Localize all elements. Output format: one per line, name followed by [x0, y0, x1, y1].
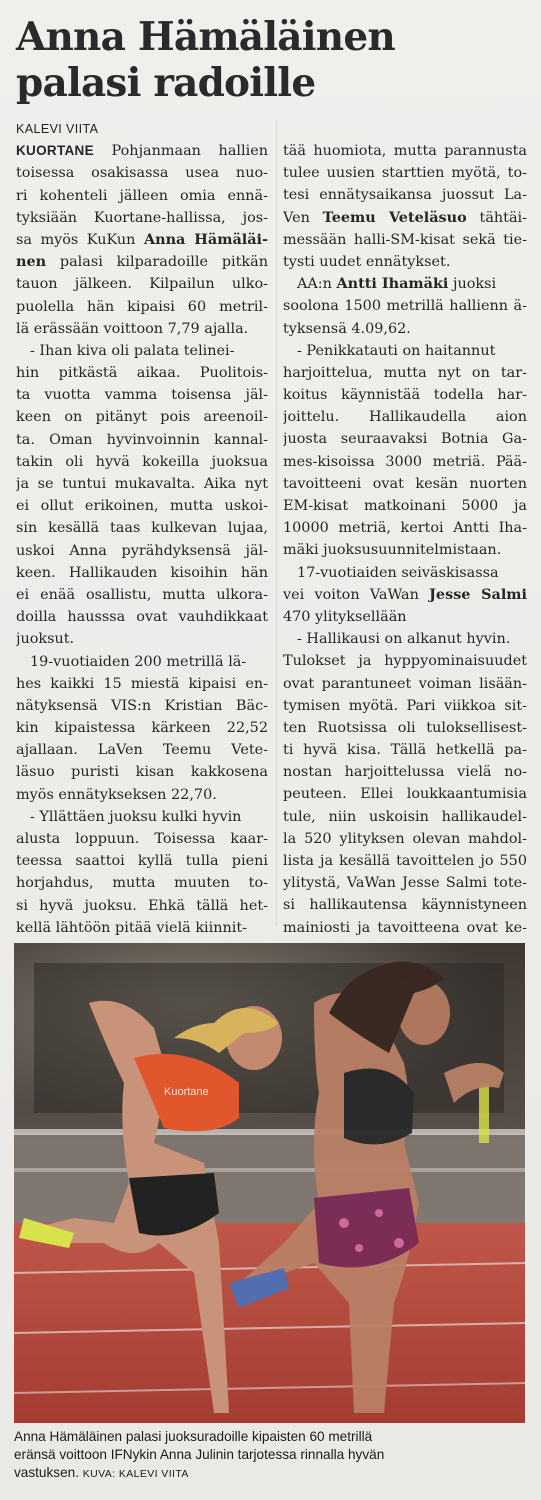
text-segment: uskoi Anna pyrähdyksensä jäl-: [16, 542, 268, 559]
text-segment: si hyvä juoksu. Ehkä tällä het-: [16, 897, 268, 914]
text-segment: tää huomiota, mutta parannusta: [283, 143, 527, 159]
text-segment: Tulokset ja hyppyominaisuudet: [283, 653, 527, 670]
text-segment: ja se tuntui mukavalta. Aika nyt: [16, 476, 268, 492]
text-line: [283, 850, 527, 872]
text-segment: tule, niin uskoisin hallikaudel-: [283, 808, 527, 825]
text-segment: toisessa osakisassa usea nuo-: [16, 165, 268, 182]
text-line: [16, 895, 268, 917]
text-segment: ei ollut erikoinen, mutta uskoi-: [16, 498, 268, 515]
text-segment: - Hallikausi on alkanut hyvin.: [297, 631, 511, 648]
caption-line-1: Anna Hämäläinen palasi juoksuradoille kipaisten 60 metrillä: [14, 1429, 373, 1444]
text-line: [16, 517, 268, 539]
text-line: [283, 739, 527, 761]
text-segment: tymisen myötä. Pari viikkoa sit-: [283, 697, 527, 714]
text-segment: soolona 1500 metrillä hallienn ä-: [283, 298, 527, 315]
text-line: [283, 184, 527, 206]
text-segment: tähtäi-: [466, 209, 527, 226]
text-line: [283, 539, 527, 561]
photo-caption: [14, 1428, 528, 1483]
person-name: nen: [16, 253, 47, 271]
text-line: [283, 162, 527, 184]
text-line: [16, 185, 268, 207]
text-segment: lista ja kesällä tavoittelen jo 550: [283, 853, 527, 869]
text-segment: nätyksensä VIS:n Kristian Bäc-: [16, 697, 268, 714]
text-segment: Pohjanmaan hallien: [111, 143, 268, 160]
text-line: [16, 318, 268, 340]
text-line: [16, 473, 268, 495]
text-line: [16, 495, 268, 517]
text-segment: hes kaikki 15 miestä kipaisi en-: [16, 675, 268, 692]
text-line: [16, 384, 268, 406]
text-segment: tyksiään Kuortane-hallissa, jos-: [16, 209, 268, 226]
text-segment: tyksensä 4.09,62.: [283, 320, 411, 337]
text-line: [16, 761, 268, 783]
text-line: [283, 517, 527, 539]
article-column-right: [283, 140, 527, 961]
text-line: [283, 495, 527, 517]
text-segment: AA:n: [297, 276, 337, 293]
text-segment: ei enää osallistu, mutta ulkora-: [16, 586, 268, 603]
article-column-left: [16, 118, 268, 939]
text-segment: - Yllättäen juoksu kulki hyvin: [30, 808, 242, 825]
text-segment: hin pitkästä aikaa. Puolitois-: [16, 365, 268, 382]
text-line: [16, 162, 268, 184]
text-line: [16, 695, 268, 717]
sprinters-photo: [14, 943, 525, 1423]
text-segment: mäki juoksusuunnitelmistaan.: [283, 542, 502, 559]
text-line: [283, 650, 527, 672]
photo-credit: KUVA: KALEVI VIITA: [82, 1468, 189, 1480]
text-line: [283, 761, 527, 783]
text-segment: ovat parantuneet voiman lisään-: [283, 675, 527, 692]
text-line: [283, 606, 527, 628]
text-segment: ylitystä, VaWan Jesse Salmi tote-: [283, 875, 527, 892]
text-segment: keen. Hallikauden kisoihin hän: [16, 564, 268, 581]
text-line: [16, 828, 268, 850]
text-line: [283, 362, 527, 384]
text-line: [283, 872, 527, 894]
text-line: [283, 229, 527, 251]
text-segment: vei voiton VaWan: [283, 586, 430, 603]
text-line: [283, 894, 527, 916]
caption-line-3: [14, 1464, 528, 1483]
column-divider: [276, 120, 277, 926]
text-segment: myös ennätykseksen 22,70.: [16, 786, 217, 803]
caption-line-2: eränsä voittoon IFNykin Anna Julinin tarjotessa rinnalla hyvän: [14, 1447, 385, 1462]
article-photo: [14, 943, 525, 1423]
text-segment: mainiosti ja tavoitteena ovat ke-: [283, 919, 527, 936]
text-line: [16, 850, 268, 872]
text-line: [283, 295, 527, 317]
text-segment: tysti uudet ennätykset.: [283, 253, 451, 270]
text-segment: peuteen. Ellei loukkaantumisia: [283, 786, 527, 803]
text-segment: la 520 ylityksen olevan mahdol-: [283, 830, 527, 847]
byline: KALEVI VIITA: [16, 122, 99, 136]
text-line: [283, 673, 527, 695]
text-segment: koitus käynnistää todella har-: [283, 387, 527, 404]
text-line: [16, 717, 268, 739]
text-line: [16, 229, 268, 251]
text-segment: horjahdus, mutta muuten to-: [16, 875, 268, 892]
text-line: [283, 251, 527, 273]
text-segment: juosta seuraavaksi Botnia Ga-: [283, 431, 527, 448]
text-segment: juoksut.: [16, 631, 75, 648]
text-segment: teessa saattoi kyllä tulla pieni: [16, 853, 268, 870]
text-segment: puolella hän kipaisi 60 metril-: [16, 298, 268, 315]
text-segment: sa myös KuKun: [16, 231, 144, 248]
text-line: [16, 429, 268, 451]
text-segment: kin kipaistessa kärkeen 22,52: [16, 720, 268, 737]
text-segment: lä erässään voittoon 7,79 ajalla.: [16, 320, 249, 337]
text-segment: mes-kisoissa 3000 metriä. Pää-: [283, 453, 527, 470]
text-line: [16, 296, 268, 318]
text-segment: si hallikautensa käynnistyneen: [283, 897, 527, 914]
text-segment: ri kohenteli jälleen omia ennä-: [16, 187, 268, 204]
text-segment: ti hyvä kisa. Tällä hetkellä pa-: [283, 742, 527, 759]
text-line: [283, 806, 527, 828]
text-segment: palasi kilparadoille pitkän: [46, 254, 268, 271]
text-segment: - Penikkatauti on haitannut: [297, 342, 496, 359]
text-line: [16, 784, 268, 806]
text-segment: Ven: [283, 209, 323, 226]
text-segment: 19-vuotiaiden 200 metrillä lä-: [30, 653, 247, 670]
person-name: Anna Hämäläi-: [143, 230, 268, 248]
text-segment: alusta loppuun. Toisessa kaar-: [16, 831, 268, 847]
text-segment: harjoittelua, mutta nyt on tar-: [283, 364, 527, 381]
text-segment: tulee uusien starttien myötä, to-: [283, 165, 527, 182]
text-line: [16, 739, 268, 761]
text-line: [283, 584, 527, 606]
text-line: [283, 273, 527, 295]
text-segment: 470 ylityksellään: [283, 608, 407, 625]
text-segment: keen on pitänyt pois areenoil-: [16, 409, 268, 426]
text-segment: joittelu. Hallikaudella aion: [283, 409, 527, 426]
text-segment: ta vuotta vamma toisensa jäl-: [16, 387, 268, 404]
text-segment: doilla hausssa ovat vauhdikkaat: [16, 609, 268, 626]
text-line: [283, 695, 527, 717]
text-line: [283, 384, 527, 406]
text-segment: ajallaan. LaVen Teemu Vete-: [16, 742, 268, 759]
text-line: [16, 207, 268, 229]
text-line: [16, 584, 268, 606]
person-name: Jesse Salmi: [429, 585, 527, 603]
text-line: [16, 140, 268, 162]
shirt-text: Kuortane: [164, 1086, 209, 1098]
text-segment: messään halli-SM-kisat sekä tie-: [283, 231, 527, 248]
headline-line-1: Anna Hämäläinen: [16, 14, 395, 60]
text-segment: juoksi: [448, 276, 497, 293]
text-line: [283, 628, 527, 650]
text-line: [16, 340, 268, 362]
text-line: [16, 562, 268, 584]
text-line: [283, 717, 527, 739]
text-segment: 17-vuotiaiden seiväskisassa: [297, 564, 499, 581]
text-line: [16, 628, 268, 650]
text-segment: tavoitteeni ovat kesän nuorten: [283, 475, 527, 492]
text-segment: läsuo puristi kisan kakkosena: [16, 764, 268, 781]
text-line: [283, 406, 527, 428]
text-line: [16, 651, 268, 673]
headline: [16, 14, 516, 106]
text-segment: kellä lähtöön pitää vielä kiinnit-: [16, 919, 248, 936]
byline-line: [16, 118, 268, 140]
text-line: [16, 606, 268, 628]
text-segment: EM-kisat matkoinani 5000 ja: [283, 498, 527, 514]
text-line: [16, 673, 268, 695]
headline-line-2: palasi radoille: [16, 60, 316, 106]
text-line: [16, 806, 268, 828]
text-line: [283, 917, 527, 939]
text-line: [283, 207, 527, 229]
text-line: [16, 273, 268, 295]
person-name: Teemu Veteläsuo: [322, 208, 467, 226]
text-line: [16, 406, 268, 428]
text-line: [16, 251, 268, 273]
text-line: [283, 318, 527, 340]
text-line: [283, 783, 527, 805]
dateline: KUORTANE: [16, 143, 94, 159]
text-line: [16, 540, 268, 562]
text-segment: takin oli hyvä kokeilla juoksua: [16, 453, 268, 470]
text-line: [283, 340, 527, 362]
railing: [14, 1133, 525, 1228]
text-line: [16, 872, 268, 894]
text-line: [283, 451, 527, 473]
text-segment: tesi ennätysaikansa juossut La-: [283, 187, 527, 204]
running-track: [14, 1223, 525, 1423]
text-segment: - Ihan kiva oli palata telinei-: [30, 342, 235, 359]
text-line: [283, 562, 527, 584]
text-line: [283, 140, 527, 162]
text-line: [16, 451, 268, 473]
text-segment: ten Ruotsissa oli tuloksellisest-: [283, 719, 527, 736]
text-line: [16, 362, 268, 384]
caption-last: vastuksen.: [14, 1465, 79, 1480]
text-segment: ta. Oman hyvinvoinnin kannal-: [16, 431, 268, 448]
text-segment: sin kesällä taas kulkevan lujaa,: [16, 520, 268, 537]
text-line: [283, 828, 527, 850]
text-segment: nostan harjoittelussa vielä no-: [283, 764, 527, 781]
text-line: [283, 428, 527, 450]
text-segment: tauon jälkeen. Kilpailun ulko-: [16, 276, 268, 293]
text-line: [283, 473, 527, 495]
text-line: [16, 917, 268, 939]
person-name: Antti Ihamäki: [336, 275, 449, 293]
text-segment: 10000 metriä, kertoi Antti Iha-: [283, 520, 527, 537]
